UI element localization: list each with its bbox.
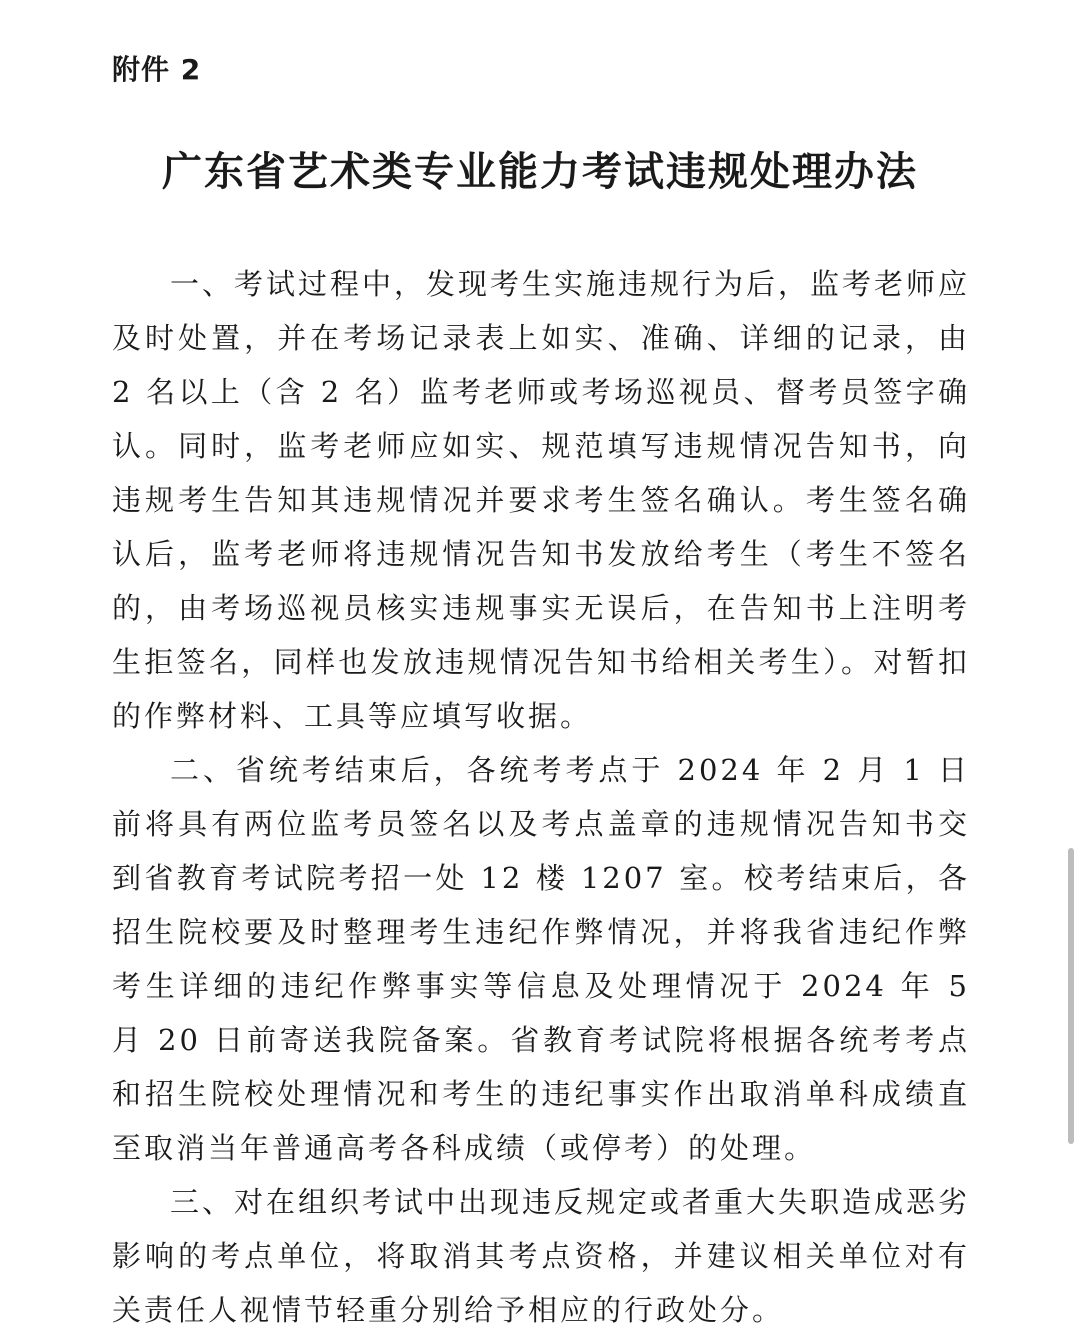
document-title: 广东省艺术类专业能力考试违规处理办法 bbox=[162, 148, 918, 195]
document-body bbox=[112, 257, 970, 1337]
paragraph-1: 一、考试过程中，发现考生实施违规行为后，监考老师应及时处置，并在考场记录表上如实、准确、详细的记录，由 2 名以上（含 2 名）监考老师或考场巡视员、督考员签字确认。同时，监考老师应如实、规范填写违规情况告知书，向违规考生告知其违规情况并要求考生签名确认。考生签名确认后，监考老师将违规情况告知书发放给考生（考生不签名的，由考场巡视员核实违规事实无误后，在告知书上注明考生拒签名，同样也发放违规情况告知书给相关考生）。对暂扣的作弊材料、工具等应填写收据。 bbox=[112, 267, 971, 733]
paragraph-2: 二、省统考结束后，各统考考点于 2024 年 2 月 1 日前将具有两位监考员签名以及考点盖章的违规情况告知书交到省教育考试院考招一处 12 楼 1207 室。校考结束后，各招生院校要及时整理考生违纪作弊情况，并将我省违纪作弊考生详细的违纪作弊事实等信息及处理情况于 2024 年 5 月 20 日前寄送我院备案。省教育考试院将根据各统考考点和招生院校处理情况和考生的违纪事实作出取消单科成绩直至取消当年普通高考各科成绩（或停考）的处理。 bbox=[112, 753, 970, 1165]
scrollbar-thumb[interactable] bbox=[1068, 848, 1074, 1144]
attachment-label: 附件 2 bbox=[112, 53, 202, 86]
paragraph-3: 三、对在组织考试中出现违反规定或者重大失职造成恶劣影响的考点单位，将取消其考点资格，并建议相关单位对有关责任人视情节轻重分别给予相应的行政处分。 bbox=[112, 1185, 971, 1327]
